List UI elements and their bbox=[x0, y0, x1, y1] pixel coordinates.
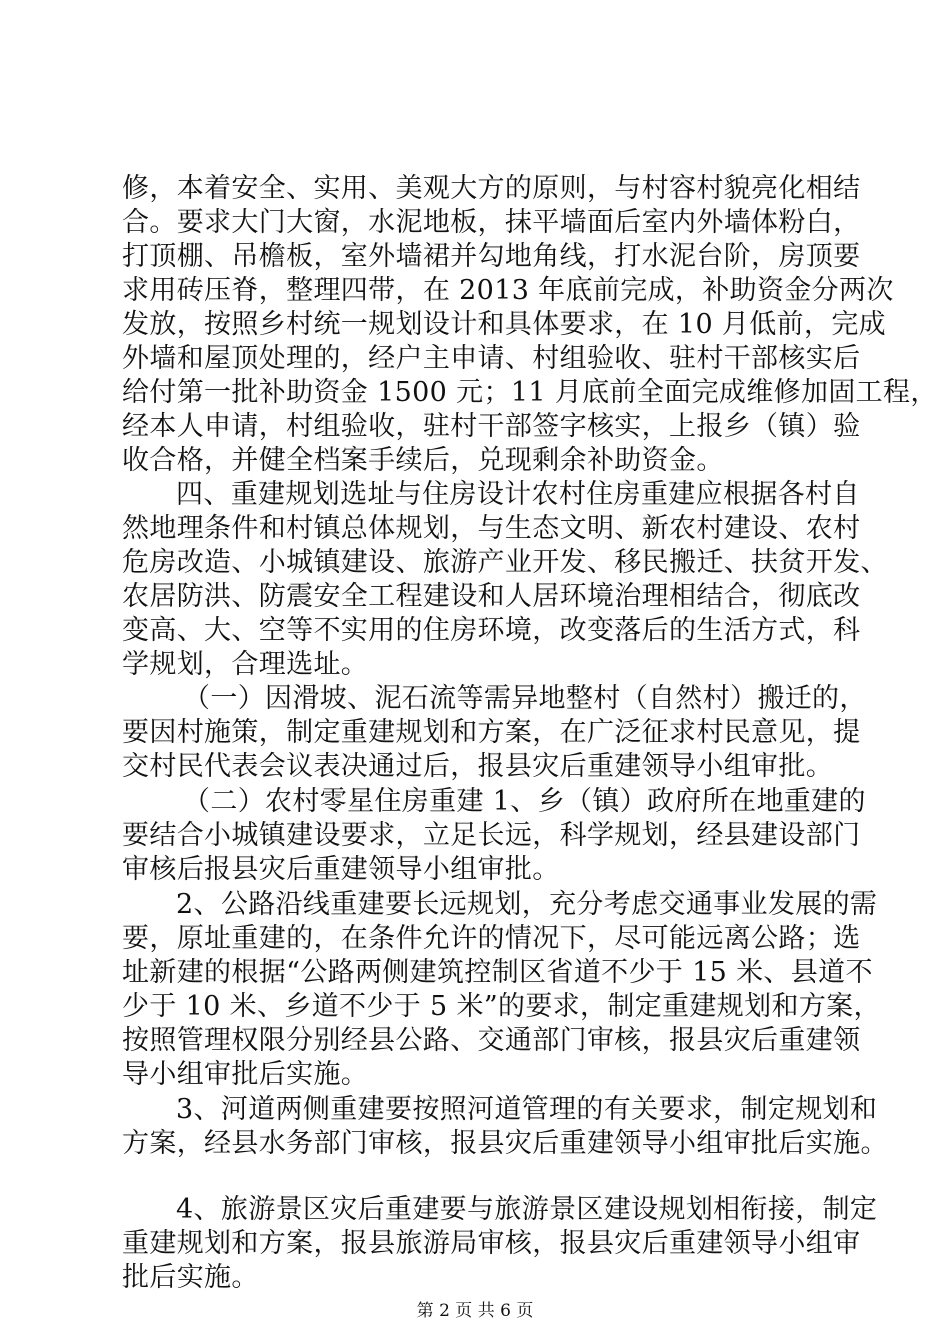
body-line: 要结合小城镇建设要求，立足长远，科学规划，经县建设部门 bbox=[122, 820, 861, 851]
body-line: 交村民代表会议表决通过后，报县灾后重建领导小组审批。 bbox=[122, 751, 834, 782]
body-line: 批后实施。 bbox=[122, 1262, 259, 1293]
body-line: 农居防洪、防震安全工程建设和人居环境治理相结合，彻底改 bbox=[122, 581, 861, 612]
body-line: 求用砖压脊，整理四带，在 2013 年底前完成，补助资金分两次 bbox=[122, 275, 894, 306]
body-line: 经本人申请，村组验收，驻村干部签字核实，上报乡（镇）验 bbox=[122, 411, 861, 442]
item-line: 2、公路沿线重建要长远规划，充分考虑交通事业发展的需 bbox=[176, 889, 878, 920]
body-line: 少于 10 米、乡道不少于 5 米”的要求，制定重建规划和方案， bbox=[122, 991, 881, 1022]
body-line: 址新建的根据“公路两侧建筑控制区省道不少于 15 米、县道不 bbox=[122, 957, 873, 988]
body-line: 危房改造、小城镇建设、旅游产业开发、移民搬迁、扶贫开发、 bbox=[122, 547, 888, 578]
body-line: 修，本着安全、实用、美观大方的原则，与村容村貌亮化相结 bbox=[122, 173, 861, 204]
body-line: 外墙和屋顶处理的，经户主申请、村组验收、驻村干部核实后 bbox=[122, 343, 861, 374]
section-heading-line: 四、重建规划选址与住房设计农村住房重建应根据各村自 bbox=[176, 479, 860, 510]
body-line: 方案，经县水务部门审核，报县灾后重建领导小组审批后实施。 bbox=[122, 1128, 888, 1159]
body-line: 变高、大、空等不实用的住房环境，改变落后的生活方式，科 bbox=[122, 615, 861, 646]
body-line: 合。要求大门大窗，水泥地板，抹平墙面后室内外墙体粉白， bbox=[122, 207, 861, 238]
subsection-line: （一）因滑坡、泥石流等需异地整村（自然村）搬迁的， bbox=[183, 683, 867, 714]
body-line: 要，原址重建的，在条件允许的情况下，尽可能远离公路；选 bbox=[122, 923, 861, 954]
body-line: 发放，按照乡村统一规划设计和具体要求，在 10 月低前，完成 bbox=[122, 309, 887, 340]
item-line: 4、旅游景区灾后重建要与旅游景区建设规划相衔接，制定 bbox=[176, 1194, 878, 1225]
body-line: 给付第一批补助资金 1500 元；11 月底前全面完成维修加固工程， bbox=[122, 377, 938, 408]
body-line: 学规划，合理选址。 bbox=[122, 649, 369, 680]
body-line: 然地理条件和村镇总体规划，与生态文明、新农村建设、农村 bbox=[122, 513, 861, 544]
body-line: 重建规划和方案，报县旅游局审核，报县灾后重建领导小组审 bbox=[122, 1228, 861, 1259]
body-line: 审核后报县灾后重建领导小组审批。 bbox=[122, 854, 560, 885]
item-line: 3、河道两侧重建要按照河道管理的有关要求，制定规划和 bbox=[176, 1094, 878, 1125]
subsection-line: （二）农村零星住房重建 1、乡（镇）政府所在地重建的 bbox=[183, 786, 866, 817]
body-line: 收合格，并健全档案手续后，兑现剩余补助资金。 bbox=[122, 445, 724, 476]
page-number-footer: 第 2 页 共 6 页 bbox=[416, 1301, 534, 1321]
body-line: 按照管理权限分别经县公路、交通部门审核，报县灾后重建领 bbox=[122, 1025, 861, 1056]
body-line: 打顶棚、吊檐板，室外墙裙并勾地角线，打水泥台阶，房顶要 bbox=[122, 241, 861, 272]
body-line: 导小组审批后实施。 bbox=[122, 1059, 369, 1090]
body-line: 要因村施策，制定重建规划和方案，在广泛征求村民意见，提 bbox=[122, 717, 861, 748]
